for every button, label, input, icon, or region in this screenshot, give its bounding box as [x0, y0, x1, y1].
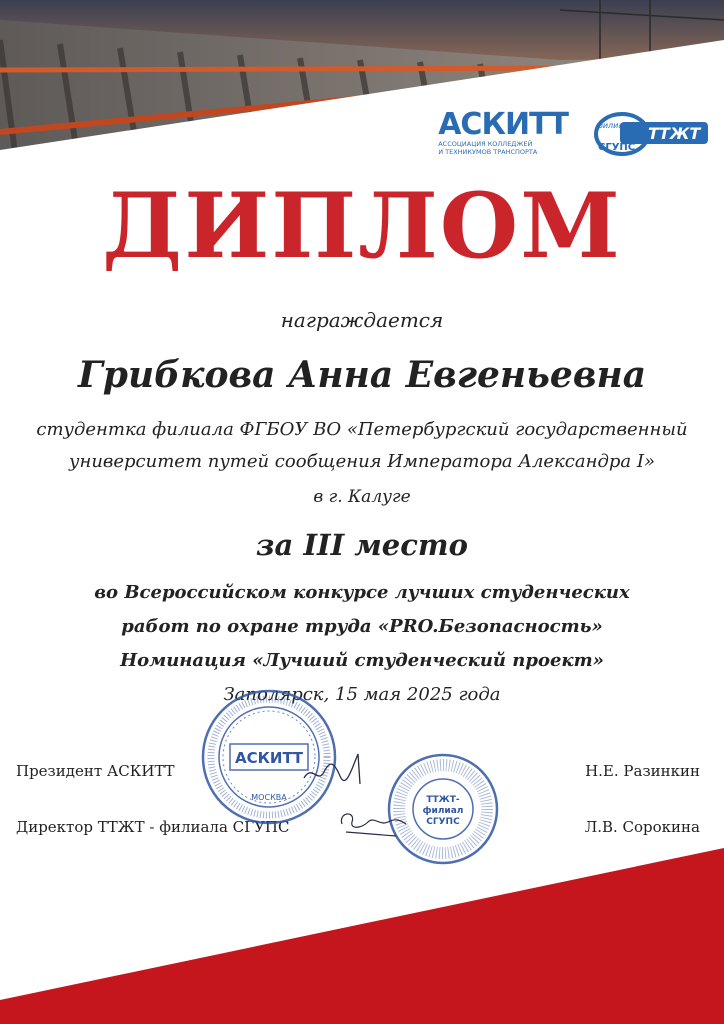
contest-line-1: во Всероссийском конкурсе лучших студенческих [94, 582, 630, 603]
place-text: за III место [256, 528, 468, 562]
date-place-line: Заполярск, 15 мая 2025 года [223, 684, 501, 705]
signatory-role: Директор ТТЖТ - филиала СГУПС [16, 818, 290, 836]
recipient-name: Грибкова Анна Евгеньевна [77, 354, 647, 396]
signatory-name: Л.В. Сорокина [584, 818, 700, 836]
ttzht-stamp-line-1: ТТЖТ- [426, 795, 460, 805]
description-line-3: в г. Калуге [313, 487, 411, 507]
description-line-2: университет путей сообщения Императора Александра I» [69, 451, 655, 472]
signatory-role: Президент АСКИТТ [16, 762, 175, 780]
askitt-logo-word: АСКИТТ [438, 107, 568, 142]
contest-line-2: работ по охране труда «PRO.Безопасность» [121, 616, 603, 637]
ttzht-logo-sgups: СГУПС [598, 142, 636, 153]
footer-red-band [0, 840, 724, 1024]
askitt-logo-subtitle-2: И ТЕХНИКУМОВ ТРАНСПОРТА [438, 148, 538, 156]
diploma-title: ДИПЛОМ [102, 173, 622, 279]
director-signature [336, 802, 410, 842]
ttzht-stamp-line-2: филиал [422, 806, 464, 816]
president-signature [300, 744, 370, 788]
askitt-stamp-center: АСКИТТ [235, 749, 303, 767]
askitt-stamp-city: МОСКВА [251, 793, 287, 802]
awarded-text: награждается [280, 308, 444, 332]
logos-block [438, 108, 710, 158]
askitt-logo-subtitle-1: АССОЦИАЦИЯ КОЛЛЕДЖЕЙ [438, 140, 533, 148]
ttzht-logo-word: ТТЖТ [648, 124, 701, 143]
signatory-name: Н.Е. Разинкин [585, 762, 700, 780]
ttzht-logo-filial: филиал [596, 121, 629, 130]
ttzht-logo [590, 108, 710, 158]
ttzht-stamp-line-3: СГУПС [426, 817, 460, 827]
description-line-1: студентка филиала ФГБОУ ВО «Петербургский государственный [36, 419, 688, 440]
railway-header-photo [0, 0, 724, 200]
contest-line-3: Номинация «Лучший студенческий проект» [120, 650, 604, 671]
askitt-logo [438, 107, 568, 156]
